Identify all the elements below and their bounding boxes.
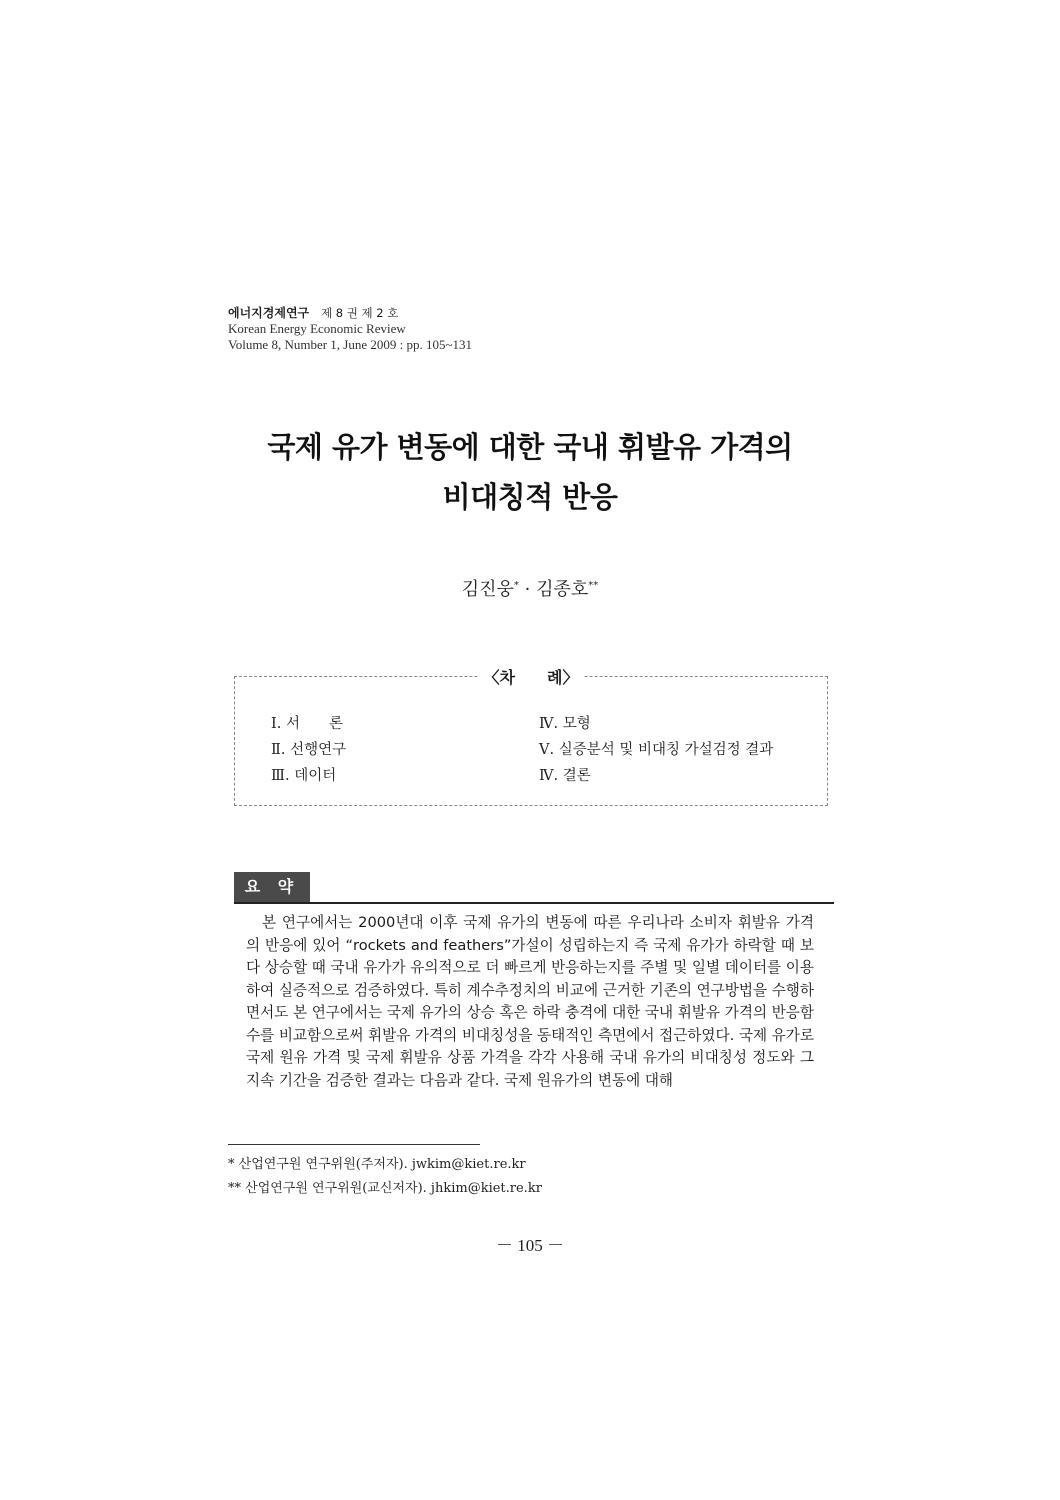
table-of-contents — [234, 668, 828, 806]
footnote-2: ** 산업연구원 연구위원(교신저자). jhkim@kiet.re.kr — [228, 1181, 542, 1196]
authors — [0, 575, 1060, 601]
author-1-mark: * — [513, 580, 519, 591]
toc-item: Ⅳ. 모형 — [539, 716, 591, 732]
author-2-mark: ** — [588, 580, 599, 591]
author-2: 김종호 — [536, 579, 589, 600]
abstract-body — [246, 912, 814, 1092]
toc-item: Ⅳ. 결론 — [539, 768, 591, 784]
toc-left-column — [271, 711, 346, 789]
toc-item: Ⅱ. 선행연구 — [271, 742, 347, 758]
journal-citation: Volume 8, Number 1, June 2009 : pp. 105~131 — [228, 337, 473, 352]
toc-item: Ⅲ. 데이터 — [271, 768, 337, 784]
toc-item: Ⅴ. 실증분석 및 비대칭 가설검정 결과 — [539, 742, 774, 758]
footnotes — [228, 1153, 542, 1201]
title-line-2: 비대칭적 반응 — [442, 480, 618, 514]
abstract-label: 요 약 — [234, 872, 310, 902]
toc-right-column — [539, 711, 773, 789]
author-1: 김진웅 — [461, 579, 514, 600]
footnote-1: * 산업연구원 연구위원(주저자). jwkim@kiet.re.kr — [228, 1157, 526, 1172]
author-separator: · — [518, 579, 537, 600]
title-line-1: 국제 유가 변동에 대한 국내 휘발유 가격의 — [267, 430, 793, 464]
toc-item: Ⅰ. 서 론 — [271, 716, 343, 732]
footnote-divider — [228, 1144, 480, 1145]
abstract-text: 본 연구에서는 2000년대 이후 국제 유가의 변동에 따른 우리나라 소비자 휘발유 가격의 반응에 있어 “rockets and feathers”가설이 성립하는지 즉 국제 유가가 하락할 때 보다 상승할 때 국내 유가가 유의적으로 더 빠르게 반응하는지를 주별 및 일별 데이터를 이용하여 실증적으로 검증하였다. 특히 계수추정치의 비교에 근거한 기존의 연구방법을 수행하면서도 본 연구에서는 국제 유가의 상승 혹은 하락 충격에 대한 국내 휘발유 가격의 반응함수를 비교함으로써 휘발유 가격의 비대칭성을 동태적인 측면에서 접근하였다. 국제 유가로 국제 원유 가격 및 국제 휘발유 상품 가격을 각각 사용해 국내 유가의 비대칭성 정도와 그 지속 기간을 검증한 결과는 다음과 같다. 국제 원유가의 변동에 대해 — [246, 914, 815, 1089]
journal-name-kr: 에너지경제연구 — [228, 306, 310, 320]
journal-issue-kr: 제 8 권 제 2 호 — [320, 306, 399, 320]
toc-heading: 〈차 례〉 — [478, 668, 585, 687]
journal-name-en: Korean Energy Economic Review — [228, 321, 406, 336]
journal-info — [228, 305, 472, 353]
paper-title — [0, 422, 1060, 522]
abstract-header — [234, 872, 834, 904]
page-number: － 105 － — [496, 1236, 564, 1255]
